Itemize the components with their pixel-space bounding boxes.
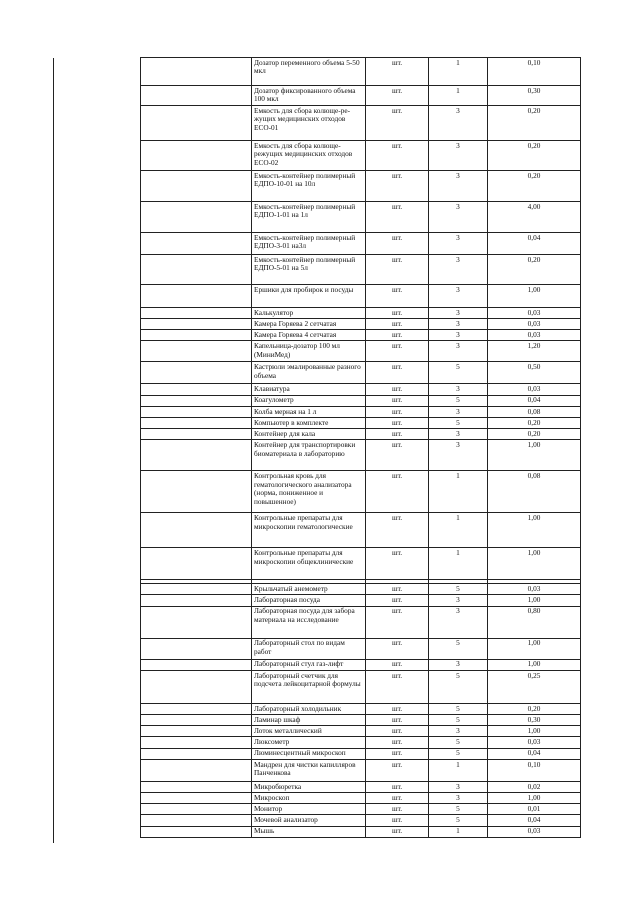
cell-item-name: Дозатор фиксированного объема 100 мкл bbox=[252, 86, 366, 106]
table-row bbox=[141, 513, 581, 548]
cell-item-name: Кастрюли эмалированные разного объема bbox=[252, 362, 366, 384]
cell-item-name: Люминесцентный микроскоп bbox=[252, 748, 366, 759]
cell-blank bbox=[141, 330, 252, 341]
cell-item-name: Колба мерная на 1 л bbox=[252, 406, 366, 417]
table-row bbox=[141, 406, 581, 417]
cell-item-name: Лабораторная посуда bbox=[252, 595, 366, 606]
table-row bbox=[141, 318, 581, 329]
cell-quantity: 3 bbox=[429, 429, 488, 440]
cell-item-name: Люксометр bbox=[252, 737, 366, 748]
cell-quantity: 3 bbox=[429, 726, 488, 737]
cell-item-name: Контейнер для транспортировки биоматериала в лабораторию bbox=[252, 440, 366, 471]
cell-quantity: 3 bbox=[429, 201, 488, 232]
cell-value: 0,02 bbox=[488, 781, 581, 792]
cell-blank bbox=[141, 659, 252, 670]
table-row bbox=[141, 726, 581, 737]
cell-unit: шт. bbox=[366, 638, 429, 659]
cell-unit: шт. bbox=[366, 804, 429, 815]
cell-unit: шт. bbox=[366, 726, 429, 737]
cell-quantity: 1 bbox=[429, 548, 488, 580]
cell-item-name: Камера Горяева 2 сетчатая bbox=[252, 318, 366, 329]
cell-quantity: 3 bbox=[429, 140, 488, 170]
cell-value: 0,03 bbox=[488, 330, 581, 341]
cell-blank bbox=[141, 715, 252, 726]
cell-item-name: Мандрен для чистки капилляров Панченкова bbox=[252, 759, 366, 781]
cell-item-name: Лабораторный стул газ-лифт bbox=[252, 659, 366, 670]
table-row bbox=[141, 395, 581, 406]
cell-unit: шт. bbox=[366, 826, 429, 837]
cell-blank bbox=[141, 595, 252, 606]
cell-blank bbox=[141, 384, 252, 395]
cell-item-name: Клавиатура bbox=[252, 384, 366, 395]
cell-value: 0,25 bbox=[488, 670, 581, 703]
table-row bbox=[141, 584, 581, 595]
table-row bbox=[141, 737, 581, 748]
cell-quantity: 5 bbox=[429, 638, 488, 659]
cell-blank bbox=[141, 440, 252, 471]
table-row bbox=[141, 804, 581, 815]
cell-unit: шт. bbox=[366, 170, 429, 201]
cell-blank bbox=[141, 254, 252, 284]
cell-item-name: Микробюретка bbox=[252, 781, 366, 792]
table-row bbox=[141, 170, 581, 201]
cell-blank bbox=[141, 170, 252, 201]
cell-quantity: 3 bbox=[429, 232, 488, 254]
cell-unit: шт. bbox=[366, 748, 429, 759]
cell-blank bbox=[141, 284, 252, 307]
cell-value: 0,03 bbox=[488, 307, 581, 318]
cell-item-name: Монитор bbox=[252, 804, 366, 815]
cell-value: 0,04 bbox=[488, 748, 581, 759]
cell-item-name: Лабораторный стол по видам работ bbox=[252, 638, 366, 659]
cell-quantity: 3 bbox=[429, 406, 488, 417]
cell-unit: шт. bbox=[366, 406, 429, 417]
table-row bbox=[141, 284, 581, 307]
cell-blank bbox=[141, 471, 252, 513]
cell-unit: шт. bbox=[366, 703, 429, 714]
cell-value: 0,20 bbox=[488, 703, 581, 714]
table-row bbox=[141, 748, 581, 759]
cell-value: 0,08 bbox=[488, 471, 581, 513]
cell-quantity: 5 bbox=[429, 815, 488, 826]
cell-blank bbox=[141, 548, 252, 580]
cell-quantity: 1 bbox=[429, 759, 488, 781]
cell-item-name: Мочевой анализатор bbox=[252, 815, 366, 826]
cell-unit: шт. bbox=[366, 284, 429, 307]
cell-item-name: Лабораторная посуда для забора материала на исследование bbox=[252, 606, 366, 638]
cell-quantity: 1 bbox=[429, 826, 488, 837]
cell-value: 0,03 bbox=[488, 737, 581, 748]
table-row bbox=[141, 815, 581, 826]
cell-quantity: 3 bbox=[429, 105, 488, 140]
cell-value: 0,50 bbox=[488, 362, 581, 384]
cell-value: 1,20 bbox=[488, 341, 581, 362]
table-row bbox=[141, 201, 581, 232]
cell-unit: шт. bbox=[366, 395, 429, 406]
cell-quantity: 3 bbox=[429, 284, 488, 307]
cell-unit: шт. bbox=[366, 384, 429, 395]
cell-value: 0,10 bbox=[488, 58, 581, 86]
cell-value: 1,00 bbox=[488, 659, 581, 670]
table-row bbox=[141, 715, 581, 726]
cell-unit: шт. bbox=[366, 513, 429, 548]
cell-quantity: 5 bbox=[429, 737, 488, 748]
cell-value: 1,00 bbox=[488, 284, 581, 307]
cell-quantity: 5 bbox=[429, 804, 488, 815]
table-row bbox=[141, 548, 581, 580]
cell-blank bbox=[141, 86, 252, 106]
table-row bbox=[141, 759, 581, 781]
cell-item-name: Дозатор переменного объема 5-50 мкл bbox=[252, 58, 366, 86]
cell-value: 0,04 bbox=[488, 232, 581, 254]
cell-value: 1,00 bbox=[488, 595, 581, 606]
table-row bbox=[141, 826, 581, 837]
cell-blank bbox=[141, 341, 252, 362]
cell-unit: шт. bbox=[366, 606, 429, 638]
cell-blank bbox=[141, 318, 252, 329]
cell-value: 4,00 bbox=[488, 201, 581, 232]
cell-value: 0,80 bbox=[488, 606, 581, 638]
cell-unit: шт. bbox=[366, 417, 429, 428]
cell-item-name: Крыльчатый анемометр bbox=[252, 584, 366, 595]
cell-value: 0,03 bbox=[488, 318, 581, 329]
cell-value: 0,03 bbox=[488, 584, 581, 595]
cell-item-name: Емкость-контейнер полимерный ЕДПО-1-01 на 1л bbox=[252, 201, 366, 232]
cell-quantity: 1 bbox=[429, 86, 488, 106]
cell-item-name: Мышь bbox=[252, 826, 366, 837]
cell-blank bbox=[141, 804, 252, 815]
cell-item-name: Ламинар шкаф bbox=[252, 715, 366, 726]
cell-value: 0,20 bbox=[488, 105, 581, 140]
table-row bbox=[141, 362, 581, 384]
cell-quantity: 5 bbox=[429, 670, 488, 703]
table-row bbox=[141, 595, 581, 606]
cell-unit: шт. bbox=[366, 737, 429, 748]
cell-quantity: 5 bbox=[429, 362, 488, 384]
table-row bbox=[141, 384, 581, 395]
cell-blank bbox=[141, 606, 252, 638]
cell-blank bbox=[141, 58, 252, 86]
cell-quantity: 5 bbox=[429, 703, 488, 714]
cell-value: 0,04 bbox=[488, 395, 581, 406]
cell-blank bbox=[141, 362, 252, 384]
cell-quantity: 3 bbox=[429, 595, 488, 606]
cell-blank bbox=[141, 792, 252, 803]
table-row bbox=[141, 429, 581, 440]
cell-quantity: 3 bbox=[429, 781, 488, 792]
cell-blank bbox=[141, 759, 252, 781]
cell-blank bbox=[141, 429, 252, 440]
cell-unit: шт. bbox=[366, 792, 429, 803]
cell-value: 0,30 bbox=[488, 715, 581, 726]
cell-unit: шт. bbox=[366, 815, 429, 826]
cell-item-name: Капельница-дозатор 100 мл (МиниМед) bbox=[252, 341, 366, 362]
cell-blank bbox=[141, 201, 252, 232]
cell-unit: шт. bbox=[366, 86, 429, 106]
table-row bbox=[141, 703, 581, 714]
cell-item-name: Контрольные препараты для микроскопии общеклинические bbox=[252, 548, 366, 580]
cell-value: 0,04 bbox=[488, 815, 581, 826]
cell-item-name: Емкость-контейнер полимерный ЕДПО-5-01 на 5л bbox=[252, 254, 366, 284]
cell-quantity: 3 bbox=[429, 659, 488, 670]
cell-value: 1,00 bbox=[488, 726, 581, 737]
cell-quantity: 5 bbox=[429, 395, 488, 406]
cell-quantity: 1 bbox=[429, 513, 488, 548]
cell-unit: шт. bbox=[366, 595, 429, 606]
table-row bbox=[141, 638, 581, 659]
cell-blank bbox=[141, 815, 252, 826]
cell-blank bbox=[141, 826, 252, 837]
cell-quantity: 1 bbox=[429, 471, 488, 513]
cell-unit: шт. bbox=[366, 140, 429, 170]
cell-item-name: Компьютер в комплекте bbox=[252, 417, 366, 428]
cell-blank bbox=[141, 638, 252, 659]
cell-blank bbox=[141, 748, 252, 759]
cell-unit: шт. bbox=[366, 759, 429, 781]
table-row bbox=[141, 307, 581, 318]
cell-value: 1,00 bbox=[488, 792, 581, 803]
cell-unit: шт. bbox=[366, 781, 429, 792]
cell-item-name: Лоток металлический bbox=[252, 726, 366, 737]
cell-blank bbox=[141, 703, 252, 714]
cell-blank bbox=[141, 307, 252, 318]
cell-quantity: 3 bbox=[429, 330, 488, 341]
cell-blank bbox=[141, 584, 252, 595]
cell-value: 0,20 bbox=[488, 170, 581, 201]
cell-quantity: 3 bbox=[429, 341, 488, 362]
cell-unit: шт. bbox=[366, 548, 429, 580]
cell-blank bbox=[141, 781, 252, 792]
cell-quantity: 3 bbox=[429, 318, 488, 329]
table-row bbox=[141, 254, 581, 284]
cell-item-name: Емкость для сбора колюще-ре-жущих медицинских отходов ЕСО-01 bbox=[252, 105, 366, 140]
cell-unit: шт. bbox=[366, 471, 429, 513]
cell-quantity: 1 bbox=[429, 58, 488, 86]
cell-blank bbox=[141, 737, 252, 748]
table-row bbox=[141, 471, 581, 513]
cell-quantity: 3 bbox=[429, 792, 488, 803]
cell-item-name: Калькулятор bbox=[252, 307, 366, 318]
cell-item-name: Микроскоп bbox=[252, 792, 366, 803]
cell-quantity: 5 bbox=[429, 748, 488, 759]
cell-unit: шт. bbox=[366, 330, 429, 341]
cell-value: 0,30 bbox=[488, 86, 581, 106]
cell-blank bbox=[141, 105, 252, 140]
table-row bbox=[141, 417, 581, 428]
cell-value: 0,20 bbox=[488, 429, 581, 440]
cell-unit: шт. bbox=[366, 307, 429, 318]
cell-unit: шт. bbox=[366, 715, 429, 726]
cell-item-name: Емкость-контейнер полимерный ЕДПО-3-01 на3л bbox=[252, 232, 366, 254]
cell-quantity: 3 bbox=[429, 254, 488, 284]
cell-unit: шт. bbox=[366, 318, 429, 329]
cell-unit: шт. bbox=[366, 254, 429, 284]
table-row bbox=[141, 140, 581, 170]
table-row bbox=[141, 781, 581, 792]
cell-unit: шт. bbox=[366, 429, 429, 440]
page-margin-line bbox=[53, 58, 54, 843]
cell-value: 0,03 bbox=[488, 384, 581, 395]
table-row bbox=[141, 58, 581, 86]
cell-value: 1,00 bbox=[488, 638, 581, 659]
cell-unit: шт. bbox=[366, 201, 429, 232]
cell-value: 0,20 bbox=[488, 417, 581, 428]
cell-value: 1,00 bbox=[488, 440, 581, 471]
cell-item-name: Емкость-контейнер полимерный ЕДПО-10-01 на 10л bbox=[252, 170, 366, 201]
cell-unit: шт. bbox=[366, 58, 429, 86]
cell-unit: шт. bbox=[366, 105, 429, 140]
table-row bbox=[141, 330, 581, 341]
cell-quantity: 3 bbox=[429, 384, 488, 395]
table-row bbox=[141, 232, 581, 254]
cell-blank bbox=[141, 140, 252, 170]
cell-value: 1,00 bbox=[488, 548, 581, 580]
cell-value: 1,00 bbox=[488, 513, 581, 548]
cell-quantity: 5 bbox=[429, 715, 488, 726]
table-row bbox=[141, 341, 581, 362]
cell-quantity: 3 bbox=[429, 307, 488, 318]
cell-item-name: Контрольные препараты для микроскопии гематологические bbox=[252, 513, 366, 548]
cell-unit: шт. bbox=[366, 362, 429, 384]
cell-quantity: 5 bbox=[429, 584, 488, 595]
cell-blank bbox=[141, 417, 252, 428]
cell-item-name: Камера Горяева 4 сетчатая bbox=[252, 330, 366, 341]
cell-unit: шт. bbox=[366, 659, 429, 670]
cell-blank bbox=[141, 406, 252, 417]
cell-value: 0,20 bbox=[488, 140, 581, 170]
cell-blank bbox=[141, 670, 252, 703]
cell-unit: шт. bbox=[366, 341, 429, 362]
cell-quantity: 3 bbox=[429, 170, 488, 201]
cell-value: 0,10 bbox=[488, 759, 581, 781]
cell-value: 0,08 bbox=[488, 406, 581, 417]
equipment-table bbox=[140, 57, 581, 838]
table-row bbox=[141, 792, 581, 803]
cell-item-name: Ершики для пробирок и посуды bbox=[252, 284, 366, 307]
cell-unit: шт. bbox=[366, 440, 429, 471]
cell-unit: шт. bbox=[366, 670, 429, 703]
table-row bbox=[141, 606, 581, 638]
table-row bbox=[141, 670, 581, 703]
cell-blank bbox=[141, 513, 252, 548]
cell-item-name: Лабораторный счетчик для подсчета лейкоцитарной формулы bbox=[252, 670, 366, 703]
cell-value: 0,01 bbox=[488, 804, 581, 815]
cell-item-name: Емкость для сбора колюще-режущих медицинских отходов ЕСО-02 bbox=[252, 140, 366, 170]
cell-quantity: 3 bbox=[429, 606, 488, 638]
table-row bbox=[141, 86, 581, 106]
cell-item-name: Контейнер для кала bbox=[252, 429, 366, 440]
cell-item-name: Коагулометр bbox=[252, 395, 366, 406]
cell-blank bbox=[141, 232, 252, 254]
cell-quantity: 5 bbox=[429, 417, 488, 428]
cell-quantity: 3 bbox=[429, 440, 488, 471]
cell-item-name: Контрольная кровь для гематологического анализатора (норма, пониженное и повышенное) bbox=[252, 471, 366, 513]
table-row bbox=[141, 659, 581, 670]
cell-blank bbox=[141, 726, 252, 737]
cell-blank bbox=[141, 395, 252, 406]
cell-unit: шт. bbox=[366, 584, 429, 595]
cell-unit: шт. bbox=[366, 232, 429, 254]
cell-value: 0,03 bbox=[488, 826, 581, 837]
cell-item-name: Лабораторный холодильник bbox=[252, 703, 366, 714]
cell-value: 0,20 bbox=[488, 254, 581, 284]
table-row bbox=[141, 105, 581, 140]
table-row bbox=[141, 440, 581, 471]
